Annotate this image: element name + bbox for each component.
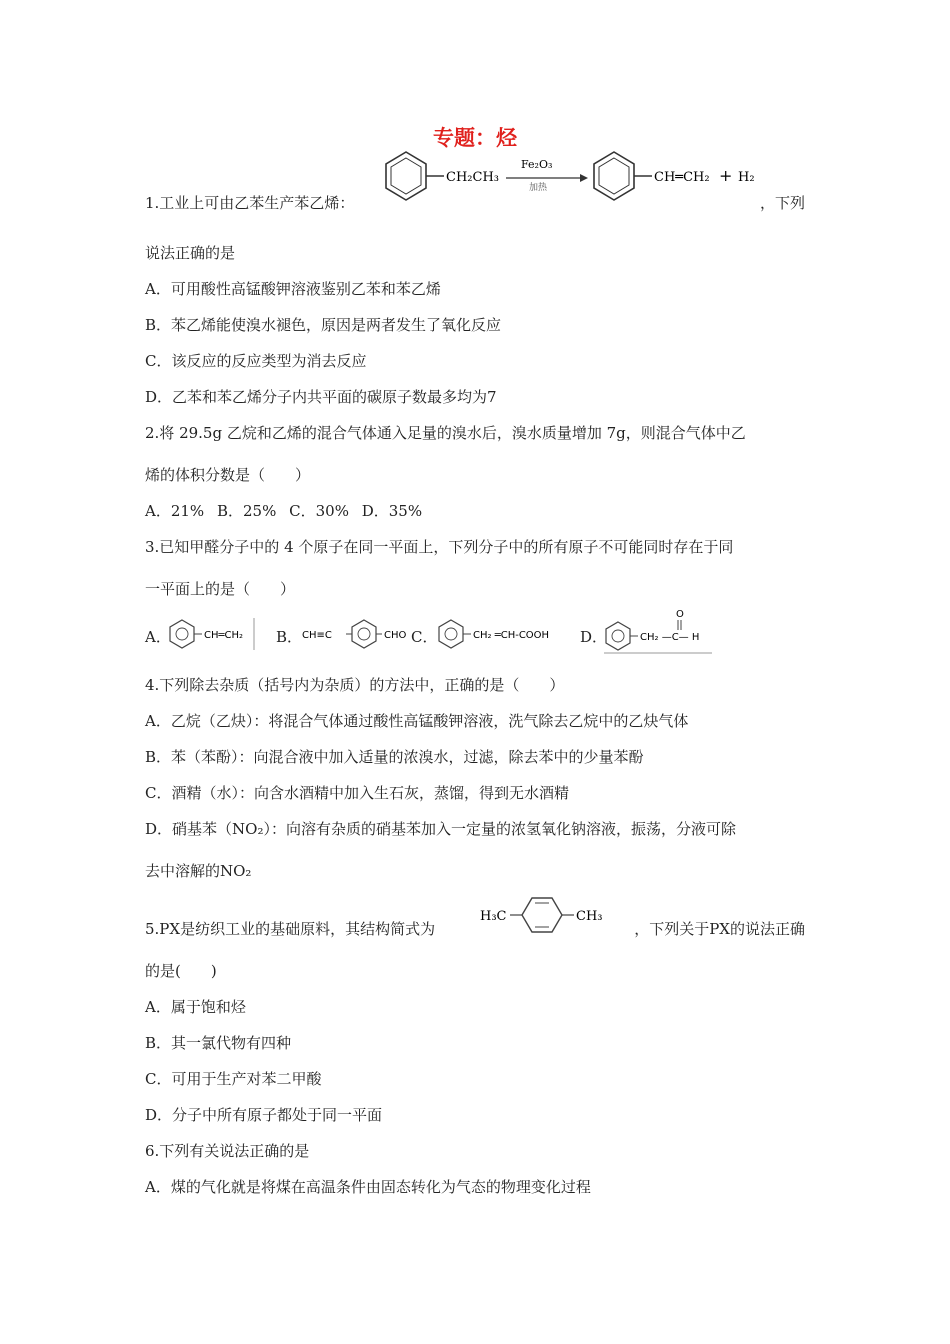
reaction-plus: + bbox=[719, 166, 733, 185]
product-benzene-ring bbox=[594, 152, 652, 200]
q1-reaction-scheme bbox=[384, 148, 764, 208]
q5-px-structure bbox=[480, 893, 610, 939]
q3-option-d-label: D． bbox=[580, 628, 608, 646]
q3-option-c-label: C． bbox=[411, 628, 438, 646]
q5-option-b: B．其一氯代物有四种 bbox=[145, 1034, 292, 1052]
q3-option-b-structure bbox=[302, 616, 412, 652]
q3-option-a-label: A． bbox=[145, 628, 171, 646]
q1-option-c: C．该反应的反应类型为消去反应 bbox=[145, 352, 367, 370]
q5-option-c: C．可用于生产对苯二甲酸 bbox=[145, 1070, 322, 1088]
q2-stem2: 烯的体积分数是（ ） bbox=[145, 466, 311, 484]
q3-option-b-label: B． bbox=[276, 628, 303, 646]
q3-option-d-structure bbox=[604, 608, 714, 654]
product-substituent: CH═CH₂ bbox=[654, 170, 710, 185]
q3-stem2: 一平面上的是（ ） bbox=[145, 580, 296, 598]
q1-stem2: 说法正确的是 bbox=[145, 244, 236, 262]
reactant-substituent: CH₂CH₃ bbox=[446, 170, 499, 185]
reaction-condition-top: Fe₂O₃ bbox=[521, 158, 553, 171]
q6-option-a: A．煤的气化就是将煤在高温条件由固态转化为气态的物理变化过程 bbox=[145, 1178, 591, 1196]
q3-c-formula: CH₂ ═CH-COOH bbox=[473, 630, 550, 641]
q4-option-a: A．乙烷（乙炔）：将混合气体通过酸性高锰酸钾溶液，洗气除去乙烷中的乙炔气体 bbox=[145, 712, 689, 730]
q5-stem-line bbox=[145, 919, 805, 939]
page-title: 专题：烃 bbox=[433, 126, 517, 150]
reaction-byproduct: H₂ bbox=[738, 170, 755, 185]
px-right-group: CH₃ bbox=[576, 909, 603, 924]
q3-d-formula: CH₂ —C— H bbox=[640, 632, 700, 643]
q4-option-d-cont: 去中溶解的NO₂ bbox=[145, 862, 252, 880]
q3-b-formula-left: CH≡C bbox=[302, 630, 332, 641]
q2-option-b: B．25% bbox=[216, 502, 277, 520]
q4-option-d: D．硝基苯（NO₂）：向溶有杂质的硝基苯加入一定量的浓氢氧化钠溶液，振荡，分液可除 bbox=[145, 820, 736, 838]
q2-option-c: C．30% bbox=[289, 502, 349, 520]
q3-d-carbonyl-oxygen: O bbox=[676, 609, 684, 620]
q1-option-d: D．乙苯和苯乙烯分子内共平面的碳原子数最多均为7 bbox=[145, 388, 497, 406]
q4-option-c: C．酒精（水）：向含水酒精中加入生石灰，蒸馏，得到无水酒精 bbox=[145, 784, 569, 802]
q1-option-a: A．可用酸性高锰酸钾溶液鉴别乙苯和苯乙烯 bbox=[145, 280, 441, 298]
q5-stem2: 的是( ) bbox=[145, 962, 217, 980]
px-left-group: H₃C bbox=[480, 909, 507, 924]
q3-option-c-structure bbox=[437, 616, 567, 652]
q2-option-a: A．21% bbox=[145, 502, 205, 520]
q3-b-formula-right: CHO bbox=[384, 630, 407, 641]
q3-option-a-structure bbox=[168, 616, 258, 652]
reactant-benzene-ring bbox=[386, 152, 444, 200]
q3-a-formula: CH═CH₂ bbox=[204, 630, 244, 641]
q3-stem: 3.已知甲醛分子中的 4 个原子在同一平面上，下列分子中的所有原子不可能同时存在于同 bbox=[145, 538, 734, 556]
q5-stem-tail: ，下列关于PX的说法正确 bbox=[634, 920, 805, 938]
q2-option-d: D．35% bbox=[361, 502, 423, 520]
q6-stem: 6.下列有关说法正确的是 bbox=[145, 1142, 310, 1160]
reaction-condition-bottom: 加热 bbox=[529, 183, 548, 193]
q1-stem-tail: ，下列 bbox=[759, 194, 805, 212]
q5-option-a: A．属于饱和烃 bbox=[145, 998, 246, 1016]
q5-option-d: D．分子中所有原子都处于同一平面 bbox=[145, 1106, 383, 1124]
q4-option-b: B．苯（苯酚）：向混合液中加入适量的浓溴水，过滤，除去苯中的少量苯酚 bbox=[145, 748, 644, 766]
q2-options bbox=[145, 501, 430, 521]
q1-stem: 1.工业上可由乙苯生产苯乙烯： bbox=[145, 194, 355, 212]
q2-stem: 2.将 29.5g 乙烷和乙烯的混合气体通入足量的溴水后，溴水质量增加 7g，则混合气体中乙 bbox=[145, 424, 746, 442]
q4-stem: 4.下列除去杂质（括号内为杂质）的方法中，正确的是（ ） bbox=[145, 676, 565, 694]
q1-option-b: B．苯乙烯能使溴水褪色，原因是两者发生了氧化反应 bbox=[145, 316, 502, 334]
q5-stem: 5.PX是纺织工业的基础原料，其结构简式为 bbox=[145, 920, 436, 938]
